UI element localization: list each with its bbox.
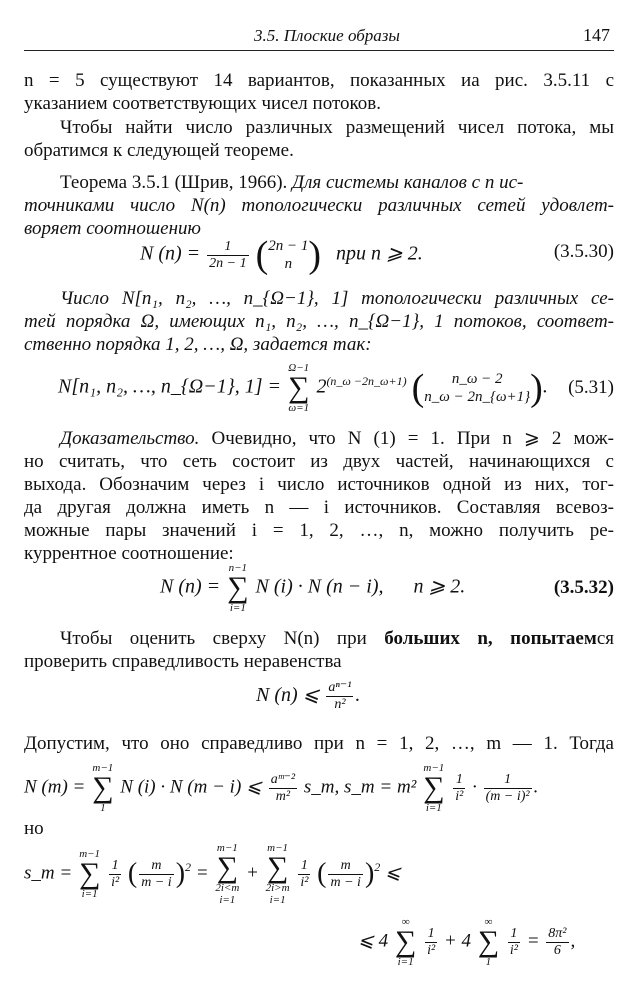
para1-line1: n = 5 существуют 14 вариантов, показанных иа рис. 3.5.11 с	[24, 70, 614, 91]
eq3-condition: n ⩾ 2.	[413, 575, 466, 598]
para4-line2: проверить справедливость неравенства	[24, 651, 342, 672]
theorem-text-1: Для системы каналов с n ис-	[292, 172, 524, 193]
para4-text-bold: больших n, попытаем	[384, 628, 597, 649]
eq2-sum: Ω−1 ∑ ω=1	[288, 362, 310, 414]
eq4-frac-den: n²	[334, 697, 346, 712]
para3-line3: ственно порядка 1, 2, …, Ω, задается так:	[24, 334, 372, 355]
eq6-frac2-den: m − i	[141, 874, 172, 890]
para3-line1: Число N[n₁, n₂, …, n_{Ω−1}, 1] топологически различных се-	[60, 288, 614, 309]
theorem-line1	[24, 172, 614, 194]
eq5-frac1-num: aᵐ⁻²	[270, 771, 296, 787]
eq2-binomial	[424, 370, 530, 406]
eq6-sum3-cond: 2i>m	[265, 882, 290, 894]
eq6-frac1-num: 1	[109, 858, 121, 875]
section-title: 3.5. Плоские образы	[254, 26, 400, 45]
para2-line1: Чтобы найти число различных размещений чисел потока, мы	[60, 117, 614, 138]
eq7-frac2-num: 1	[508, 926, 520, 943]
eq6-lhs: s_m =	[24, 862, 77, 884]
para4-line1	[24, 628, 614, 650]
eq2-base: 2	[316, 375, 327, 398]
eq3-sum-top: n−1	[228, 562, 248, 574]
proof-text-1: Очевидно, что N (1) = 1. При n ⩾ 2 мож-	[199, 428, 614, 449]
eq7-sum1: ∞ ∑ i=1	[394, 916, 417, 968]
eq6-le: ⩽	[380, 862, 401, 884]
eq6-frac2	[139, 858, 173, 891]
eq5-lhs: N (m) =	[24, 776, 91, 798]
eq5-frac2-den: i²	[455, 788, 464, 804]
eq5-body: N (i) · N (m − i) ⩽	[120, 776, 267, 798]
eq1-binomial	[268, 237, 308, 273]
word-no: но	[24, 818, 44, 839]
eq1-lhs: N (n) =	[140, 242, 206, 265]
eq7-frac2-den: i²	[509, 942, 518, 958]
equation-N-m	[24, 762, 538, 814]
proof-line3: выхода. Обозначим через i число источников одной из них, тог-	[24, 474, 614, 495]
eq6-sum1: m−1 ∑ i=1	[78, 848, 101, 900]
eq5-sum2: m−1 ∑ i=1	[423, 762, 445, 814]
proof-line5: можные пары значений i = 1, 2, …, n, можно получить ре-	[24, 520, 614, 541]
para3-line2: тей порядка Ω, имеющих n₁, n₂, …, n_{Ω−1}, 1 потоков, соответ-	[24, 311, 614, 332]
eq6-sum3: m−1 ∑ 2i>m i=1	[265, 842, 290, 906]
theorem-line2: точниками число N(n) топологически различных сетей удовлет-	[24, 195, 614, 216]
eq6-frac1-den: i²	[111, 874, 120, 890]
theorem-label: Теорема 3.5.1	[60, 172, 170, 193]
eq4-lhs: N (n) ⩽	[256, 684, 325, 707]
eq7-sum1-bot: i=1	[397, 956, 414, 968]
eq5-sum2-top: m−1	[423, 762, 445, 774]
eq7-frac1	[425, 926, 437, 959]
equation-5-31: N[n₁, n₂, …, n_{Ω−1}, 1] = Ω−1 ∑ ω=1 $2^{(n\_\omega -2n\_\omega+1)}$ ( n_ω − 2 n_ω − 2n_{ω+1} ).	[58, 362, 548, 414]
eq7-lead: ⩽ 4	[358, 930, 389, 952]
eq5-sum1: m−1 ∑ 1	[92, 762, 114, 814]
eq3-sum-bot: i=1	[229, 602, 246, 614]
eq1-binom-bot: n	[284, 256, 293, 272]
eq6-plus: +	[246, 862, 264, 884]
theorem-line3: воряет соотношению	[24, 218, 201, 239]
eq5-mid: s_m, s_m = m²	[303, 776, 417, 798]
page-number: 147	[583, 25, 610, 45]
eq3-sum: n−1 ∑ i=1	[227, 562, 249, 614]
eq6-square1: 2	[185, 860, 192, 875]
eq6-sum1-top: m−1	[79, 848, 101, 860]
eq6-frac2-num: m	[139, 858, 173, 875]
eq6-frac3-num: 1	[298, 858, 310, 875]
eq5-frac2	[453, 772, 465, 805]
eq7-sum1-top: ∞	[401, 916, 410, 928]
eq5-frac3	[484, 772, 532, 805]
equation-3-5-32	[160, 562, 465, 614]
eq2-sum-top: Ω−1	[288, 362, 310, 374]
para4-text-c: ся	[596, 628, 614, 649]
eq3-body: N (i) · N (n − i),	[255, 575, 384, 598]
eq7-tail: ,	[570, 930, 576, 952]
proof-line6: куррентное соотношение:	[24, 543, 234, 564]
eq1-fraction	[207, 239, 248, 272]
eq6-sum3-top: m−1	[267, 842, 289, 854]
eq2-binom-bot: n_ω − 2n_{ω+1}	[424, 389, 531, 405]
eq1-condition: при n ⩾ 2.	[336, 242, 423, 265]
eq1-frac-den: 2n − 1	[209, 255, 247, 271]
eq2-exponent: (n_ω −2n_ω+1)	[326, 373, 407, 388]
eq5-dot: ·	[467, 776, 482, 798]
eq7-frac3-num: 8π²	[548, 925, 567, 941]
eq6-sum2-cond: 2i<m	[215, 882, 240, 894]
proof-line2: но считать, что сеть состоит из двух частей, начинающихся с	[24, 451, 614, 472]
eq1-binom-top: 2n − 1	[268, 238, 309, 254]
proof-line1	[24, 428, 614, 450]
eq7-frac3-den: 6	[553, 942, 561, 958]
eq2-number: (5.31)	[568, 377, 614, 398]
eq6-sum3-bot: i=1	[269, 894, 286, 906]
para2-line2: обратимся к следующей теореме.	[24, 140, 294, 161]
eq4-tail: .	[355, 684, 361, 707]
eq6-frac4-den: m − i	[330, 874, 361, 890]
eq5-sum1-bot: 1	[100, 802, 106, 814]
eq6-frac4	[328, 858, 362, 891]
para1-line2: указанием соответствующих чисел потоков.	[24, 93, 381, 114]
para4-text-a: Чтобы оценить сверху N(n) при	[60, 628, 385, 649]
equation-3-5-30: N (n) = $\frac{1}{2n - 1}$ ( 2n − 1 n ) при n ⩾ 2.	[140, 234, 423, 276]
eq6-sum1-bot: i=1	[81, 888, 98, 900]
eq5-sum2-bot: i=1	[425, 802, 442, 814]
eq3-number: (3.5.32)	[553, 577, 614, 598]
eq6-frac3	[298, 858, 310, 891]
eq6-frac1	[109, 858, 121, 891]
eq7-sum2: ∞ ∑ 1	[477, 916, 500, 968]
eq7-frac1-num: 1	[425, 926, 437, 943]
eq4-fraction	[326, 680, 353, 713]
equation-s-m: s_m = m−1 ∑ i=1 $\frac{1}{\text{i²}}$ ( $\frac{m}{m - i}$ )$^2$ = m−1 ∑ 2i<m i=1 + m−1 ∑ 2i>m i=1 $\frac{1}{\text{i²}}$ ( $\frac{m}{m - i}$ )$^2$ ⩽	[24, 842, 401, 906]
proof-label: Доказательство.	[60, 428, 200, 449]
eq6-frac4-num: m	[328, 858, 362, 875]
eq6-sum2-top: m−1	[216, 842, 238, 854]
eq2-sum-bot: ω=1	[288, 402, 310, 414]
eq5-sum1-top: m−1	[92, 762, 114, 774]
eq2-lhs: N[n₁, n₂, …, n_{Ω−1}, 1] =	[58, 375, 287, 398]
theorem-author: (Шрив, 1966).	[169, 172, 293, 193]
eq6-square2: 2	[374, 860, 381, 875]
eq2-binom-top: n_ω − 2	[451, 371, 503, 387]
eq7-plus: + 4	[443, 930, 471, 952]
eq5-frac1	[269, 772, 297, 805]
eq5-frac3-num: 1	[484, 772, 532, 789]
eq7-equals: =	[526, 930, 545, 952]
equation-bound	[358, 916, 575, 968]
para5-line1: Допустим, что оно справедливо при n = 1, 2, …, m — 1. Тогда	[24, 733, 614, 754]
eq7-frac1-den: i²	[427, 942, 436, 958]
eq1-frac-num: 1	[207, 239, 248, 256]
eq5-frac1-den: m²	[275, 788, 291, 804]
eq6-sum2-bot: i=1	[219, 894, 236, 906]
eq6-sum2: m−1 ∑ 2i<m i=1	[215, 842, 240, 906]
eq6-equals: =	[195, 862, 214, 884]
eq1-number: (3.5.30)	[553, 241, 614, 262]
eq5-frac3-den: (m − i)²	[485, 788, 530, 804]
eq3-lhs: N (n) =	[160, 575, 226, 598]
eq5-tail: .	[533, 776, 539, 798]
running-header	[24, 22, 614, 51]
eq5-frac2-num: 1	[453, 772, 465, 789]
eq7-frac2	[508, 926, 520, 959]
equation-inequality	[256, 680, 360, 713]
proof-line4: да другая должна иметь n — i источников. Составляя всевоз-	[24, 497, 614, 518]
eq7-sum2-bot: 1	[485, 956, 492, 968]
eq6-frac3-den: i²	[300, 874, 309, 890]
eq7-frac3	[546, 926, 568, 959]
eq7-sum2-top: ∞	[484, 916, 493, 928]
eq4-frac-num: aⁿ⁻¹	[328, 680, 352, 695]
